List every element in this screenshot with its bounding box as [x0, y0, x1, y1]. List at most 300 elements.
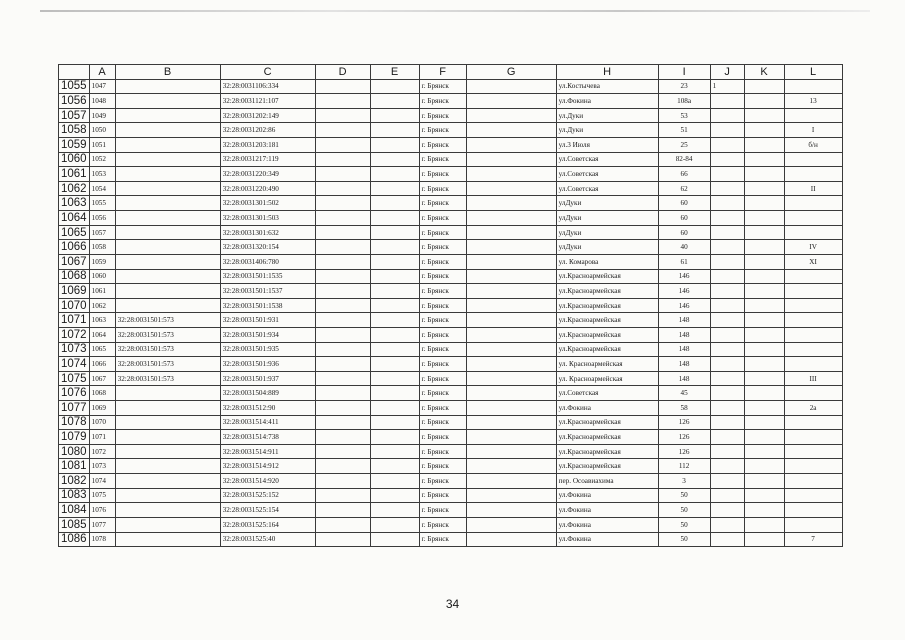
cell-l[interactable] — [784, 196, 842, 211]
cell-a[interactable]: 1069 — [89, 401, 115, 416]
cell-d[interactable] — [315, 401, 370, 416]
cell-a[interactable]: 1062 — [89, 298, 115, 313]
cell-j[interactable] — [710, 371, 744, 386]
cell-g[interactable] — [466, 517, 556, 532]
cell-c[interactable]: 32:28:0031514:920 — [220, 474, 315, 489]
cell-g[interactable] — [466, 342, 556, 357]
cell-b[interactable]: 32:28:0031501:573 — [115, 313, 220, 328]
cell-c[interactable]: 32:28:0031525:164 — [220, 517, 315, 532]
cell-g[interactable] — [466, 181, 556, 196]
cell-a[interactable]: 1055 — [89, 196, 115, 211]
cell-i[interactable]: 60 — [658, 225, 710, 240]
row-number[interactable]: 1071 — [59, 313, 90, 328]
row-number[interactable]: 1080 — [59, 444, 90, 459]
cell-j[interactable] — [710, 167, 744, 182]
cell-a[interactable]: 1058 — [89, 240, 115, 255]
cell-l[interactable] — [784, 517, 842, 532]
cell-h[interactable]: ул.Советская — [556, 152, 658, 167]
cell-i[interactable]: 50 — [658, 503, 710, 518]
cell-h[interactable]: улДуки — [556, 225, 658, 240]
cell-i[interactable]: 148 — [658, 342, 710, 357]
cell-e[interactable] — [370, 167, 419, 182]
row-number[interactable]: 1079 — [59, 430, 90, 445]
column-header[interactable]: E — [370, 65, 419, 80]
cell-f[interactable]: г. Брянск — [419, 474, 466, 489]
cell-b[interactable]: 32:28:0031501:573 — [115, 357, 220, 372]
cell-j[interactable] — [710, 298, 744, 313]
cell-e[interactable] — [370, 181, 419, 196]
cell-b[interactable] — [115, 459, 220, 474]
cell-e[interactable] — [370, 313, 419, 328]
cell-i[interactable]: 126 — [658, 415, 710, 430]
cell-d[interactable] — [315, 167, 370, 182]
cell-a[interactable]: 1049 — [89, 108, 115, 123]
cell-k[interactable] — [744, 269, 784, 284]
cell-k[interactable] — [744, 181, 784, 196]
cell-c[interactable]: 32:28:0031525:154 — [220, 503, 315, 518]
cell-j[interactable] — [710, 94, 744, 109]
cell-d[interactable] — [315, 196, 370, 211]
cell-k[interactable] — [744, 152, 784, 167]
cell-i[interactable]: 126 — [658, 444, 710, 459]
cell-h[interactable]: ул.Фокина — [556, 503, 658, 518]
cell-l[interactable]: III — [784, 371, 842, 386]
cell-g[interactable] — [466, 444, 556, 459]
cell-i[interactable]: 45 — [658, 386, 710, 401]
cell-c[interactable]: 32:28:0031501:1535 — [220, 269, 315, 284]
column-header[interactable]: A — [89, 65, 115, 80]
cell-h[interactable]: ул.Советская — [556, 181, 658, 196]
cell-a[interactable]: 1065 — [89, 342, 115, 357]
row-number[interactable]: 1066 — [59, 240, 90, 255]
cell-f[interactable]: г. Брянск — [419, 459, 466, 474]
cell-e[interactable] — [370, 503, 419, 518]
cell-j[interactable] — [710, 108, 744, 123]
row-number[interactable]: 1083 — [59, 488, 90, 503]
cell-a[interactable]: 1076 — [89, 503, 115, 518]
cell-i[interactable]: 3 — [658, 474, 710, 489]
column-header[interactable]: H — [556, 65, 658, 80]
cell-d[interactable] — [315, 488, 370, 503]
cell-d[interactable] — [315, 79, 370, 94]
cell-b[interactable] — [115, 123, 220, 138]
cell-e[interactable] — [370, 79, 419, 94]
cell-e[interactable] — [370, 342, 419, 357]
cell-c[interactable]: 32:28:0031301:632 — [220, 225, 315, 240]
cell-a[interactable]: 1053 — [89, 167, 115, 182]
column-header[interactable]: J — [710, 65, 744, 80]
cell-e[interactable] — [370, 123, 419, 138]
row-number[interactable]: 1082 — [59, 474, 90, 489]
cell-g[interactable] — [466, 430, 556, 445]
cell-j[interactable] — [710, 313, 744, 328]
cell-c[interactable]: 32:28:0031501:935 — [220, 342, 315, 357]
cell-k[interactable] — [744, 459, 784, 474]
cell-h[interactable]: ул.Дуки — [556, 123, 658, 138]
cell-d[interactable] — [315, 298, 370, 313]
cell-c[interactable]: 32:28:0031514:738 — [220, 430, 315, 445]
cell-i[interactable]: 58 — [658, 401, 710, 416]
cell-j[interactable]: 1 — [710, 79, 744, 94]
cell-l[interactable] — [784, 79, 842, 94]
cell-l[interactable] — [784, 415, 842, 430]
cell-d[interactable] — [315, 386, 370, 401]
cell-l[interactable]: 7 — [784, 532, 842, 547]
cell-e[interactable] — [370, 138, 419, 153]
cell-c[interactable]: 32:28:0031220:349 — [220, 167, 315, 182]
cell-g[interactable] — [466, 94, 556, 109]
cell-a[interactable]: 1074 — [89, 474, 115, 489]
cell-h[interactable]: ул.Советская — [556, 167, 658, 182]
cell-h[interactable]: ул.Красноармейская — [556, 313, 658, 328]
cell-i[interactable]: 112 — [658, 459, 710, 474]
cell-f[interactable]: г. Брянск — [419, 401, 466, 416]
cell-j[interactable] — [710, 357, 744, 372]
cell-l[interactable]: 2а — [784, 401, 842, 416]
cell-k[interactable] — [744, 342, 784, 357]
cell-c[interactable]: 32:28:0031202:86 — [220, 123, 315, 138]
cell-g[interactable] — [466, 401, 556, 416]
cell-l[interactable]: IV — [784, 240, 842, 255]
cell-k[interactable] — [744, 167, 784, 182]
cell-g[interactable] — [466, 152, 556, 167]
cell-g[interactable] — [466, 298, 556, 313]
cell-a[interactable]: 1064 — [89, 327, 115, 342]
cell-b[interactable]: 32:28:0031501:573 — [115, 371, 220, 386]
cell-h[interactable]: ул.Фокина — [556, 94, 658, 109]
row-number[interactable]: 1077 — [59, 401, 90, 416]
row-number[interactable]: 1061 — [59, 167, 90, 182]
cell-l[interactable] — [784, 298, 842, 313]
cell-b[interactable] — [115, 532, 220, 547]
cell-g[interactable] — [466, 167, 556, 182]
cell-k[interactable] — [744, 371, 784, 386]
cell-a[interactable]: 1054 — [89, 181, 115, 196]
cell-f[interactable]: г. Брянск — [419, 181, 466, 196]
cell-l[interactable] — [784, 488, 842, 503]
cell-d[interactable] — [315, 357, 370, 372]
cell-j[interactable] — [710, 327, 744, 342]
cell-c[interactable]: 32:28:0031220:490 — [220, 181, 315, 196]
cell-k[interactable] — [744, 254, 784, 269]
cell-f[interactable]: г. Брянск — [419, 94, 466, 109]
row-number[interactable]: 1059 — [59, 138, 90, 153]
cell-k[interactable] — [744, 240, 784, 255]
cell-h[interactable]: ул.Красноармейская — [556, 415, 658, 430]
cell-g[interactable] — [466, 415, 556, 430]
cell-b[interactable] — [115, 211, 220, 226]
cell-a[interactable]: 1048 — [89, 94, 115, 109]
cell-l[interactable] — [784, 313, 842, 328]
row-number[interactable]: 1063 — [59, 196, 90, 211]
cell-k[interactable] — [744, 430, 784, 445]
cell-e[interactable] — [370, 517, 419, 532]
cell-h[interactable]: ул.Фокина — [556, 532, 658, 547]
cell-h[interactable]: ул.Красноармейская — [556, 430, 658, 445]
cell-b[interactable] — [115, 430, 220, 445]
cell-f[interactable]: г. Брянск — [419, 254, 466, 269]
cell-f[interactable]: г. Брянск — [419, 313, 466, 328]
cell-i[interactable]: 148 — [658, 357, 710, 372]
cell-f[interactable]: г. Брянск — [419, 123, 466, 138]
row-number[interactable]: 1062 — [59, 181, 90, 196]
cell-h[interactable]: ул.Фокина — [556, 401, 658, 416]
cell-j[interactable] — [710, 342, 744, 357]
cell-c[interactable]: 32:28:0031525:40 — [220, 532, 315, 547]
cell-e[interactable] — [370, 152, 419, 167]
cell-f[interactable]: г. Брянск — [419, 371, 466, 386]
cell-a[interactable]: 1060 — [89, 269, 115, 284]
cell-f[interactable]: г. Брянск — [419, 327, 466, 342]
cell-f[interactable]: г. Брянск — [419, 532, 466, 547]
cell-c[interactable]: 32:28:0031217:119 — [220, 152, 315, 167]
cell-l[interactable]: XI — [784, 254, 842, 269]
cell-i[interactable]: 146 — [658, 284, 710, 299]
cell-j[interactable] — [710, 123, 744, 138]
cell-a[interactable]: 1071 — [89, 430, 115, 445]
cell-k[interactable] — [744, 94, 784, 109]
cell-a[interactable]: 1077 — [89, 517, 115, 532]
cell-f[interactable]: г. Брянск — [419, 152, 466, 167]
cell-l[interactable] — [784, 386, 842, 401]
cell-f[interactable]: г. Брянск — [419, 517, 466, 532]
cell-i[interactable]: 62 — [658, 181, 710, 196]
cell-b[interactable] — [115, 474, 220, 489]
cell-i[interactable]: 23 — [658, 79, 710, 94]
cell-j[interactable] — [710, 430, 744, 445]
cell-k[interactable] — [744, 138, 784, 153]
cell-c[interactable]: 32:28:0031501:1538 — [220, 298, 315, 313]
cell-j[interactable] — [710, 152, 744, 167]
cell-d[interactable] — [315, 444, 370, 459]
cell-g[interactable] — [466, 371, 556, 386]
row-number[interactable]: 1076 — [59, 386, 90, 401]
cell-i[interactable]: 60 — [658, 211, 710, 226]
cell-i[interactable]: 60 — [658, 196, 710, 211]
row-number[interactable]: 1069 — [59, 284, 90, 299]
column-header[interactable]: D — [315, 65, 370, 80]
cell-h[interactable]: ул.3 Июля — [556, 138, 658, 153]
cell-j[interactable] — [710, 532, 744, 547]
cell-e[interactable] — [370, 108, 419, 123]
cell-c[interactable]: 32:28:0031501:937 — [220, 371, 315, 386]
cell-b[interactable] — [115, 108, 220, 123]
cell-h[interactable]: улДуки — [556, 196, 658, 211]
cell-c[interactable]: 32:28:0031203:181 — [220, 138, 315, 153]
cell-k[interactable] — [744, 225, 784, 240]
cell-e[interactable] — [370, 211, 419, 226]
cell-d[interactable] — [315, 138, 370, 153]
cell-k[interactable] — [744, 488, 784, 503]
cell-h[interactable]: ул.Дуки — [556, 108, 658, 123]
cell-f[interactable]: г. Брянск — [419, 196, 466, 211]
cell-j[interactable] — [710, 459, 744, 474]
row-number[interactable]: 1085 — [59, 517, 90, 532]
cell-f[interactable]: г. Брянск — [419, 167, 466, 182]
cell-c[interactable]: 32:28:0031501:931 — [220, 313, 315, 328]
cell-b[interactable] — [115, 298, 220, 313]
cell-b[interactable] — [115, 401, 220, 416]
cell-c[interactable]: 32:28:0031202:149 — [220, 108, 315, 123]
row-number[interactable]: 1057 — [59, 108, 90, 123]
cell-k[interactable] — [744, 386, 784, 401]
cell-k[interactable] — [744, 298, 784, 313]
cell-h[interactable]: улДуки — [556, 240, 658, 255]
cell-j[interactable] — [710, 415, 744, 430]
cell-g[interactable] — [466, 327, 556, 342]
cell-f[interactable]: г. Брянск — [419, 503, 466, 518]
cell-d[interactable] — [315, 371, 370, 386]
cell-g[interactable] — [466, 211, 556, 226]
cell-d[interactable] — [315, 284, 370, 299]
cell-h[interactable]: ул.Красноармейская — [556, 444, 658, 459]
cell-d[interactable] — [315, 342, 370, 357]
cell-i[interactable]: 148 — [658, 371, 710, 386]
cell-i[interactable]: 50 — [658, 517, 710, 532]
cell-f[interactable]: г. Брянск — [419, 284, 466, 299]
cell-e[interactable] — [370, 240, 419, 255]
cell-c[interactable]: 32:28:0031106:334 — [220, 79, 315, 94]
cell-j[interactable] — [710, 444, 744, 459]
cell-l[interactable] — [784, 225, 842, 240]
cell-k[interactable] — [744, 284, 784, 299]
cell-e[interactable] — [370, 225, 419, 240]
cell-h[interactable]: ул. Комарова — [556, 254, 658, 269]
row-number[interactable]: 1058 — [59, 123, 90, 138]
cell-l[interactable] — [784, 430, 842, 445]
cell-i[interactable]: 146 — [658, 298, 710, 313]
cell-g[interactable] — [466, 357, 556, 372]
column-header[interactable]: K — [744, 65, 784, 80]
cell-j[interactable] — [710, 386, 744, 401]
cell-f[interactable]: г. Брянск — [419, 108, 466, 123]
row-number[interactable]: 1075 — [59, 371, 90, 386]
cell-b[interactable] — [115, 488, 220, 503]
cell-b[interactable] — [115, 79, 220, 94]
cell-c[interactable]: 32:28:0031514:411 — [220, 415, 315, 430]
cell-e[interactable] — [370, 371, 419, 386]
cell-a[interactable]: 1075 — [89, 488, 115, 503]
cell-c[interactable]: 32:28:0031501:934 — [220, 327, 315, 342]
cell-k[interactable] — [744, 211, 784, 226]
cell-j[interactable] — [710, 240, 744, 255]
cell-b[interactable] — [115, 167, 220, 182]
cell-d[interactable] — [315, 474, 370, 489]
cell-b[interactable] — [115, 240, 220, 255]
cell-d[interactable] — [315, 503, 370, 518]
cell-d[interactable] — [315, 225, 370, 240]
cell-g[interactable] — [466, 503, 556, 518]
cell-i[interactable]: 50 — [658, 532, 710, 547]
cell-l[interactable] — [784, 167, 842, 182]
cell-i[interactable]: 50 — [658, 488, 710, 503]
cell-g[interactable] — [466, 488, 556, 503]
cell-g[interactable] — [466, 474, 556, 489]
row-number[interactable]: 1074 — [59, 357, 90, 372]
cell-k[interactable] — [744, 532, 784, 547]
cell-c[interactable]: 32:28:0031501:936 — [220, 357, 315, 372]
cell-f[interactable]: г. Брянск — [419, 386, 466, 401]
cell-c[interactable]: 32:28:0031406:780 — [220, 254, 315, 269]
cell-b[interactable] — [115, 181, 220, 196]
cell-k[interactable] — [744, 327, 784, 342]
cell-d[interactable] — [315, 123, 370, 138]
cell-f[interactable]: г. Брянск — [419, 488, 466, 503]
row-number[interactable]: 1067 — [59, 254, 90, 269]
cell-h[interactable]: ул. Красноармейская — [556, 357, 658, 372]
cell-a[interactable]: 1072 — [89, 444, 115, 459]
cell-g[interactable] — [466, 254, 556, 269]
cell-e[interactable] — [370, 254, 419, 269]
cell-k[interactable] — [744, 444, 784, 459]
cell-e[interactable] — [370, 474, 419, 489]
cell-j[interactable] — [710, 503, 744, 518]
column-header[interactable]: B — [115, 65, 220, 80]
cell-c[interactable]: 32:28:0031514:911 — [220, 444, 315, 459]
cell-c[interactable]: 32:28:0031501:1537 — [220, 284, 315, 299]
cell-l[interactable]: 13 — [784, 94, 842, 109]
cell-c[interactable]: 32:28:0031504:889 — [220, 386, 315, 401]
cell-j[interactable] — [710, 474, 744, 489]
cell-h[interactable]: ул.Красноармейская — [556, 459, 658, 474]
cell-d[interactable] — [315, 269, 370, 284]
cell-b[interactable] — [115, 444, 220, 459]
cell-h[interactable]: улДуки — [556, 211, 658, 226]
cell-l[interactable] — [784, 108, 842, 123]
cell-g[interactable] — [466, 269, 556, 284]
cell-k[interactable] — [744, 108, 784, 123]
cell-l[interactable]: I — [784, 123, 842, 138]
cell-e[interactable] — [370, 386, 419, 401]
cell-g[interactable] — [466, 459, 556, 474]
cell-e[interactable] — [370, 430, 419, 445]
cell-g[interactable] — [466, 225, 556, 240]
cell-b[interactable] — [115, 284, 220, 299]
cell-j[interactable] — [710, 225, 744, 240]
cell-e[interactable] — [370, 532, 419, 547]
cell-e[interactable] — [370, 459, 419, 474]
cell-i[interactable]: 40 — [658, 240, 710, 255]
cell-a[interactable]: 1059 — [89, 254, 115, 269]
cell-i[interactable]: 146 — [658, 269, 710, 284]
cell-g[interactable] — [466, 123, 556, 138]
cell-a[interactable]: 1063 — [89, 313, 115, 328]
cell-f[interactable]: г. Брянск — [419, 79, 466, 94]
cell-d[interactable] — [315, 108, 370, 123]
cell-c[interactable]: 32:28:0031301:503 — [220, 211, 315, 226]
cell-h[interactable]: ул.Красноармейская — [556, 269, 658, 284]
cell-l[interactable] — [784, 474, 842, 489]
cell-f[interactable]: г. Брянск — [419, 269, 466, 284]
cell-k[interactable] — [744, 357, 784, 372]
cell-l[interactable]: II — [784, 181, 842, 196]
cell-f[interactable]: г. Брянск — [419, 240, 466, 255]
row-number[interactable]: 1064 — [59, 211, 90, 226]
row-number[interactable]: 1070 — [59, 298, 90, 313]
cell-j[interactable] — [710, 269, 744, 284]
cell-b[interactable] — [115, 254, 220, 269]
cell-l[interactable] — [784, 444, 842, 459]
cell-c[interactable]: 32:28:0031121:107 — [220, 94, 315, 109]
cell-f[interactable]: г. Брянск — [419, 138, 466, 153]
cell-d[interactable] — [315, 211, 370, 226]
cell-b[interactable] — [115, 138, 220, 153]
cell-g[interactable] — [466, 108, 556, 123]
cell-b[interactable] — [115, 225, 220, 240]
column-header[interactable]: G — [466, 65, 556, 80]
row-number[interactable]: 1056 — [59, 94, 90, 109]
cell-b[interactable] — [115, 269, 220, 284]
